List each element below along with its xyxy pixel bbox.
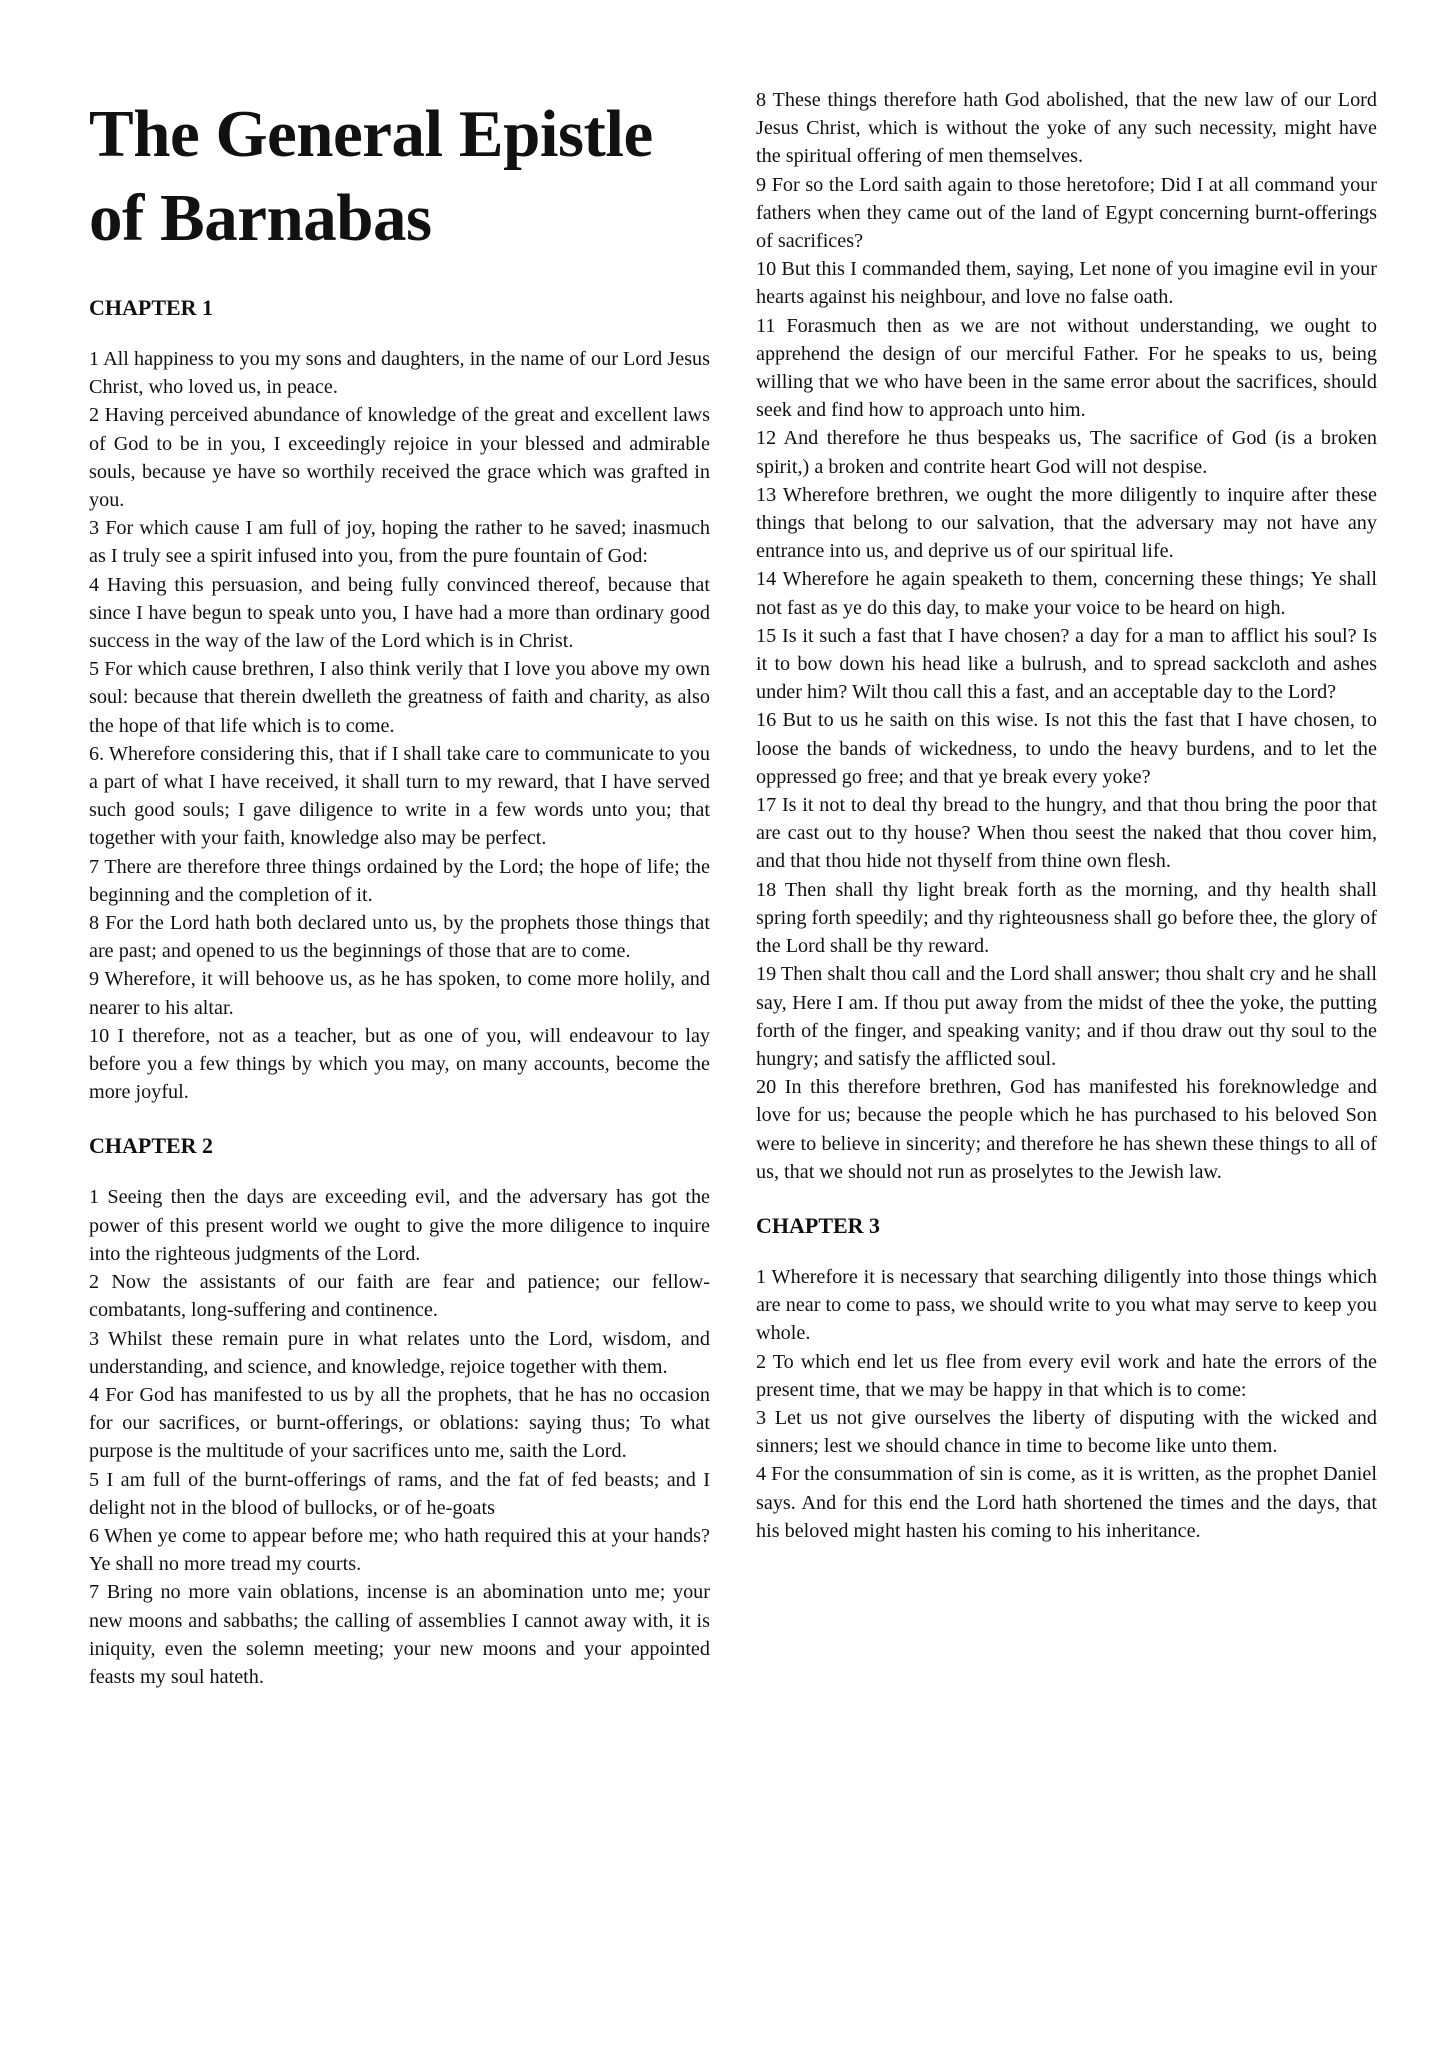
chapter-1 <box>89 294 710 1106</box>
verse: 18 Then shall thy light break forth as the morning, and thy health shall spring forth speedily; and thy righteousness shall go before thee, the glory of the Lord shall be thy reward. <box>756 878 1377 958</box>
chapter-heading: CHAPTER 2 <box>89 1133 214 1159</box>
verse: 7 There are therefore three things ordained by the Lord; the hope of life; the beginning and the completion of it. <box>89 855 710 906</box>
verse: 20 In this therefore brethren, God has manifested his foreknowledge and love for us; because the people which he has purchased to his beloved Son were to believe in sincerity; and therefore he has shewn these things to all of us, that we should not run as proselytes to the Jewish law. <box>756 1076 1377 1183</box>
verse: 7 Bring no more vain oblations, incense is an abomination unto me; your new moons and sabbaths; the calling of assemblies I cannot away with, it is iniquity, even the solemn meeting; your new moons and your appointed feasts my soul hateth. <box>89 1581 710 1688</box>
verse: 5 For which cause brethren, I also think verily that I love you above my own soul: because that therein dwelleth the greatness of faith and charity, as also the hope of that life which is to come. <box>89 658 710 737</box>
verse: 1 Seeing then the days are exceeding evil, and the adversary has got the power of this present world we ought to give the more diligence to inquire into the righteous judgments of the Lord. <box>89 1186 710 1265</box>
verse: 4 Having this persuasion, and being fully convinced thereof, because that since I have begun to speak unto you, I have had a more than ordinary good success in the way of the law of the Lord which is in Christ. <box>89 573 710 653</box>
verse: 6. Wherefore considering this, that if I shall take care to communicate to you a part of what I have received, it shall turn to my reward, that I have served such good souls; I gave diligence to write in a few words unto you; that together with your faith, knowledge also may be perfect. <box>89 742 710 850</box>
right-column <box>756 86 1377 1571</box>
chapter-heading: CHAPTER 3 <box>756 1212 881 1238</box>
verse: 16 But to us he saith on this wise. Is not this the fast that I have chosen, to loose the bands of wickedness, to undo the heavy burdens, and to let the oppressed go free; and that ye break every yoke? <box>756 709 1377 788</box>
verse: 4 For God has manifested to us by all the prophets, that he has no occasion for our sacrifices, or burnt-offerings, or oblations: saying thus; To what purpose is the multitude of your sacrifices unto me, saith the Lord. <box>89 1383 710 1463</box>
verse-list <box>89 1183 710 1691</box>
verse: 3 Let us not give ourselves the liberty of disputing with the wicked and sinners; lest we should chance in time to become like unto them. <box>756 1406 1377 1458</box>
verse: 9 For so the Lord saith again to those heretofore; Did I at all command your fathers when they came out of the land of Egypt concerning burnt-offerings of sacrifices? <box>756 173 1377 253</box>
verse: 12 And therefore he thus bespeaks us, The sacrifice of God (is a broken spirit,) a broken and contrite heart God will not despise. <box>756 427 1377 478</box>
verse: 3 For which cause I am full of joy, hoping the rather to he saved; inasmuch as I truly see a spirit infused into you, from the pure fountain of God: <box>89 517 710 568</box>
verse: 6 When ye come to appear before me; who hath required this at your hands? Ye shall no more tread my courts. <box>89 1524 710 1576</box>
chapter-3 <box>756 1212 1377 1545</box>
verse: 2 Now the assistants of our faith are fear and patience; our fellow-combatants, long-suffering and continence. <box>89 1271 710 1322</box>
verse: 13 Wherefore brethren, we ought the more diligently to inquire after these things that belong to our salvation, that the adversary may not have any entrance into us, and deprive us of our spiritual life. <box>756 483 1377 563</box>
chapter-2-continued <box>756 86 1377 1186</box>
chapter-2 <box>89 1132 710 1691</box>
left-column <box>89 92 710 1717</box>
verse: 15 Is it such a fast that I have chosen? a day for a man to afflict his soul? Is it to bow down his head like a bulrush, and to spread sackcloth and ashes under him? Wilt thou call this a fast, and an acceptable day to the Lord? <box>756 624 1377 704</box>
verse: 2 Having perceived abundance of knowledge of the great and excellent laws of God to be in you, I exceedingly rejoice in your blessed and admirable souls, because ye have so worthily received the grace which was grafted in you. <box>89 404 710 512</box>
verse: 19 Then shalt thou call and the Lord shall answer; thou shalt cry and he shall say, Here I am. If thou put away from the midst of thee the yoke, the putting forth of the finger, and speaking vanity; and if thou draw out thy soul to the hungry; and satisfy the afflicted soul. <box>756 963 1377 1070</box>
chapter-heading: CHAPTER 1 <box>89 295 214 320</box>
verse: 9 Wherefore, it will behoove us, as he has spoken, to come more holily, and nearer to his altar. <box>89 968 710 1019</box>
verse: 8 These things therefore hath God abolished, that the new law of our Lord Jesus Christ, which is without the yoke of any such necessity, might have the spiritual offering of men themselves. <box>756 89 1377 168</box>
verse-list <box>756 86 1377 1186</box>
verse: 1 All happiness to you my sons and daughters, in the name of our Lord Jesus Christ, who loved us, in peace. <box>89 348 710 399</box>
verse: 17 Is it not to deal thy bread to the hungry, and that thou bring the poor that are cast out to thy house? When thou seest the naked that thou cover him, and that thou hide not thyself from thine own flesh. <box>756 794 1377 873</box>
verse: 10 I therefore, not as a teacher, but as one of you, will endeavour to lay before you a few things by which you may, on many accounts, become the more joyful. <box>89 1024 710 1104</box>
verse: 4 For the consummation of sin is come, as it is written, as the prophet Daniel says. And for this end the Lord hath shortened the times and the days, that his beloved might hasten his coming to his inheritance. <box>756 1463 1377 1542</box>
verse: 2 To which end let us flee from every evil work and hate the errors of the present time, that we may be happy in that which is to come: <box>756 1350 1377 1401</box>
document-title <box>89 92 710 260</box>
verse: 10 But this I commanded them, saying, Let none of you imagine evil in your hearts against his neighbour, and love no false oath. <box>756 258 1377 309</box>
verse: 14 Wherefore he again speaketh to them, concerning these things; Ye shall not fast as ye do this day, to make your voice to be heard on high. <box>756 568 1377 619</box>
verse-list <box>756 1263 1377 1545</box>
verse: 8 For the Lord hath both declared unto us, by the prophets those things that are past; and opened to us the beginnings of those that are to come. <box>89 912 710 963</box>
verse-list <box>89 345 710 1106</box>
verse: 11 Forasmuch then as we are not without understanding, we ought to apprehend the design of our merciful Father. For he speaks to us, being willing that we who have been in the same error about the sacrifices, should seek and find how to approach unto him. <box>756 314 1377 422</box>
title-line-1: The General Epistle <box>89 97 653 171</box>
verse: 1 Wherefore it is necessary that searching diligently into those things which are near to come to pass, we should write to you what may serve to keep you whole. <box>756 1265 1377 1345</box>
title-line-2: of Barnabas <box>89 181 432 255</box>
verse: 3 Whilst these remain pure in what relates unto the Lord, wisdom, and understanding, and science, and knowledge, rejoice together with them. <box>89 1327 710 1378</box>
verse: 5 I am full of the burnt-offerings of rams, and the fat of fed beasts; and I delight not in the blood of bullocks, or of he-goats <box>89 1468 710 1519</box>
